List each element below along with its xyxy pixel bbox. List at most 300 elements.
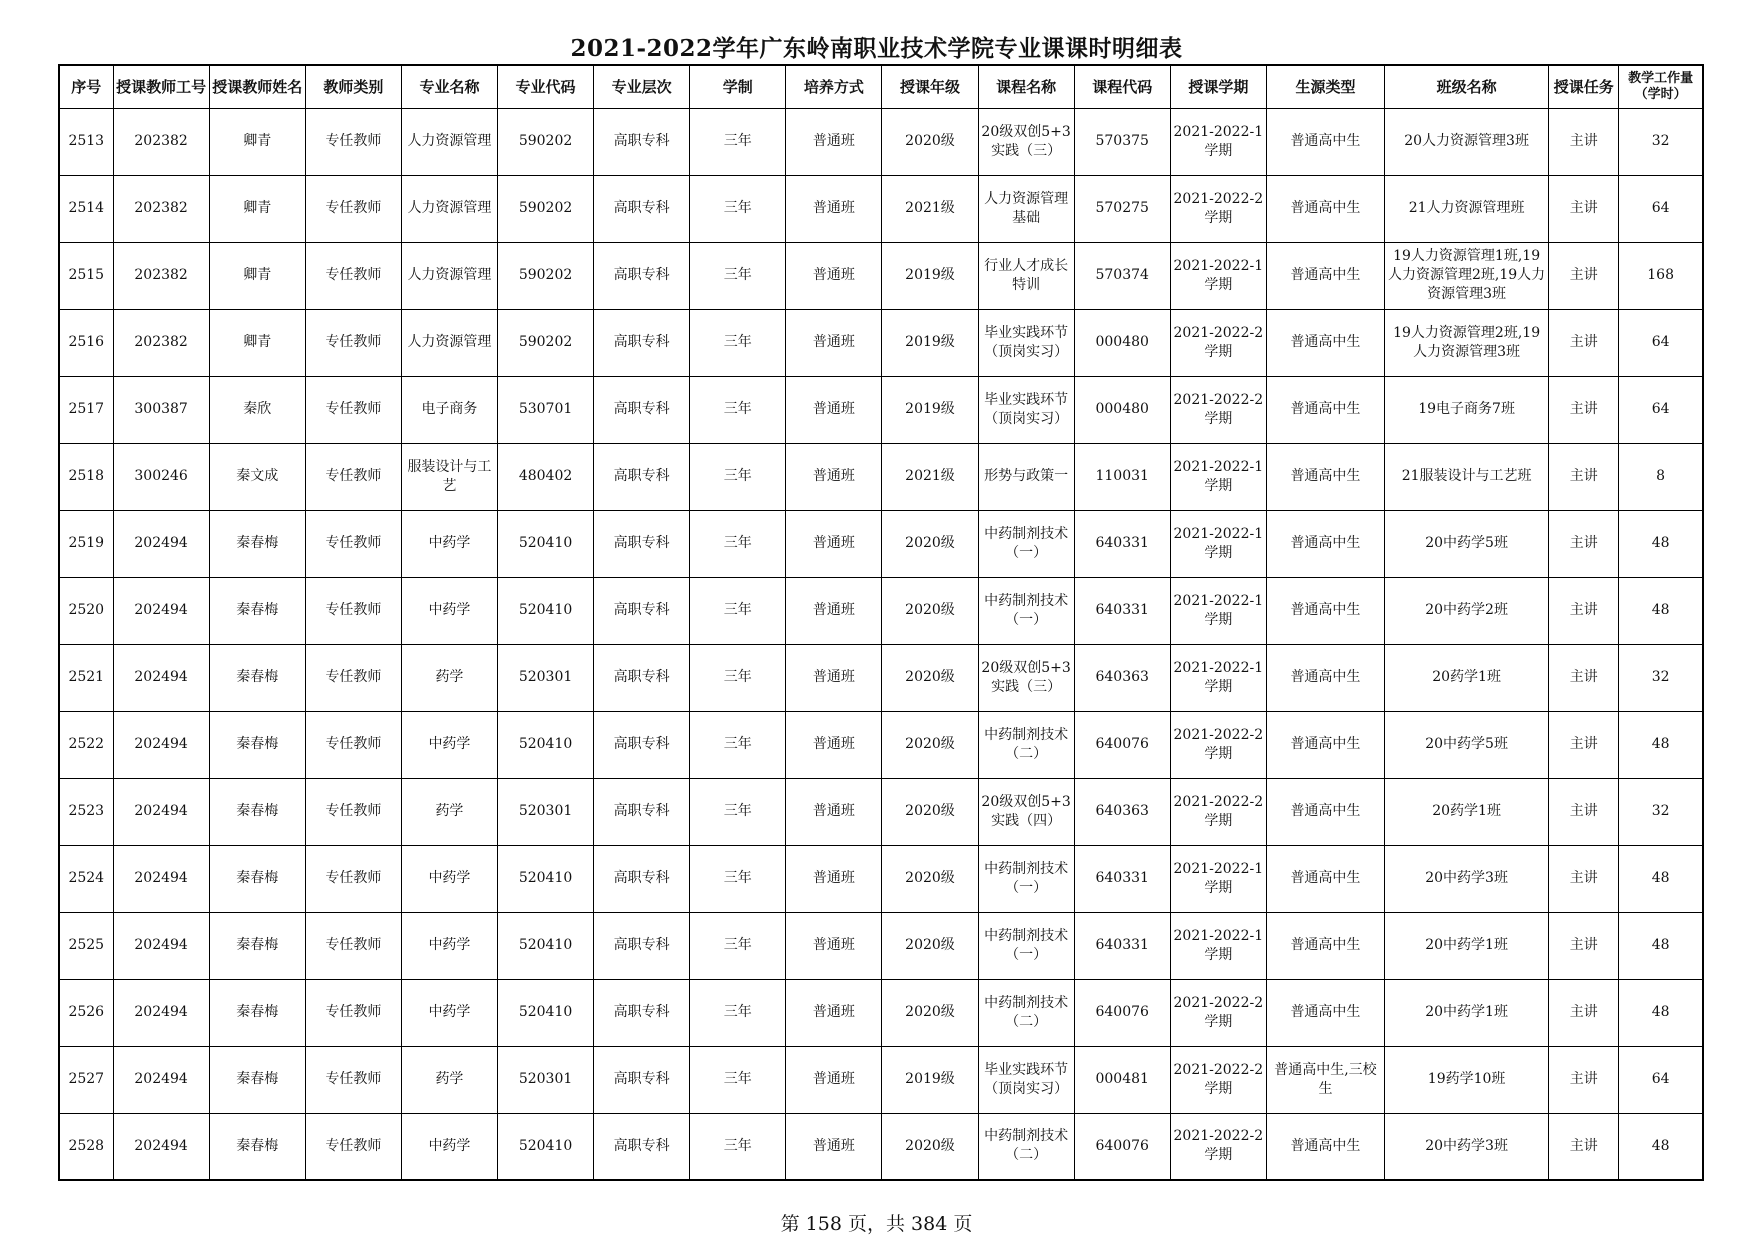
cell-major-level <box>594 510 690 577</box>
cell-text: 毕业实践环节（顶岗实习） <box>984 391 1069 427</box>
cell-text: 20级双创5+3实践（三） <box>981 659 1071 695</box>
cell-workload <box>1619 1113 1703 1180</box>
cell-text: 202382 <box>134 200 188 216</box>
cell-index <box>59 845 113 912</box>
cell-text: 20级双创5+3实践（四） <box>981 793 1071 829</box>
cell-class-name <box>1385 912 1549 979</box>
cell-text: 中药制剂技术（一） <box>984 592 1069 628</box>
cell-teacher-category <box>305 175 401 242</box>
cell-text: 520410 <box>518 870 573 886</box>
cell-grade <box>882 644 978 711</box>
cell-text: 普通班 <box>812 133 855 149</box>
cell-student-source <box>1266 108 1384 175</box>
cell-text: 普通班 <box>812 1004 855 1020</box>
cell-text: 形势与政策一 <box>984 468 1069 484</box>
cell-text: 秦春梅 <box>236 803 279 819</box>
cell-text: 640363 <box>1095 669 1149 685</box>
cell-index <box>59 443 113 510</box>
cell-text: 2021-2022-1学期 <box>1173 257 1264 293</box>
cell-class-name <box>1385 778 1549 845</box>
cell-text: 2021-2022-2学期 <box>1173 1061 1264 1097</box>
cell-teacher-category <box>305 242 401 309</box>
cell-training-mode <box>786 845 882 912</box>
cell-text: 卿青 <box>243 133 272 149</box>
cell-task <box>1549 510 1619 577</box>
cell-text: 高职专科 <box>613 870 670 886</box>
cell-text: 主讲 <box>1569 870 1598 886</box>
cell-course-code <box>1074 309 1170 376</box>
cell-student-source <box>1266 1046 1384 1113</box>
cell-text: 高职专科 <box>613 803 670 819</box>
cell-course-code <box>1074 845 1170 912</box>
cell-training-mode <box>786 778 882 845</box>
header-training-mode: 培养方式 <box>786 65 882 108</box>
cell-text: 2021-2022-1学期 <box>1173 860 1264 896</box>
cell-semester <box>1170 845 1266 912</box>
table-row <box>59 376 1703 443</box>
cell-task <box>1549 1113 1619 1180</box>
header-index: 序号 <box>59 65 113 108</box>
cell-teacher-name <box>209 711 305 778</box>
cell-text: 640076 <box>1095 1004 1149 1020</box>
cell-student-source <box>1266 242 1384 309</box>
cell-text: 2514 <box>68 200 105 216</box>
cell-text: 640331 <box>1095 937 1149 953</box>
header-major-level: 专业层次 <box>594 65 690 108</box>
cell-training-mode <box>786 443 882 510</box>
cell-task <box>1549 644 1619 711</box>
cell-teacher-id <box>113 108 209 175</box>
cell-text: 普通高中生 <box>1290 1137 1361 1154</box>
cell-text: 19电子商务7班 <box>1418 401 1515 417</box>
cell-text: 48 <box>1651 602 1670 618</box>
table-row <box>59 979 1703 1046</box>
cell-training-mode <box>786 376 882 443</box>
cell-text: 行业人才成长特训 <box>984 257 1069 293</box>
cell-index <box>59 309 113 376</box>
cell-text: 48 <box>1651 1004 1670 1020</box>
cell-text: 中药学 <box>428 535 471 551</box>
cell-training-mode <box>786 577 882 644</box>
cell-text: 高职专科 <box>613 401 670 417</box>
cell-text: 110031 <box>1095 468 1149 484</box>
cell-class-name <box>1385 979 1549 1046</box>
cell-text: 秦春梅 <box>236 937 279 953</box>
cell-course-name <box>978 577 1074 644</box>
cell-duration <box>690 443 786 510</box>
cell-teacher-id <box>113 979 209 1046</box>
header-class-name: 班级名称 <box>1385 65 1549 108</box>
cell-text: 590202 <box>518 133 573 149</box>
cell-teacher-id <box>113 175 209 242</box>
cell-major-code <box>498 376 594 443</box>
cell-teacher-name <box>209 644 305 711</box>
cell-major-name <box>401 711 497 778</box>
cell-text: 中药制剂技术（二） <box>984 726 1069 762</box>
cell-teacher-category <box>305 979 401 1046</box>
cell-text: 普通高中生 <box>1290 602 1361 618</box>
cell-text: 专任教师 <box>325 870 382 886</box>
table-row <box>59 175 1703 242</box>
cell-task <box>1549 309 1619 376</box>
cell-duration <box>690 309 786 376</box>
cell-text: 三年 <box>723 133 752 149</box>
cell-text: 高职专科 <box>613 133 670 149</box>
table-row <box>59 108 1703 175</box>
cell-text: 主讲 <box>1569 736 1598 752</box>
cell-teacher-id <box>113 845 209 912</box>
cell-major-level <box>594 376 690 443</box>
cell-course-name <box>978 175 1074 242</box>
cell-major-name <box>401 845 497 912</box>
cell-text: 48 <box>1651 736 1670 752</box>
cell-text: 三年 <box>723 870 752 886</box>
cell-grade <box>882 577 978 644</box>
cell-text: 2021级 <box>905 200 955 216</box>
cell-semester <box>1170 1113 1266 1180</box>
cell-text: 秦春梅 <box>236 602 279 618</box>
cell-teacher-category <box>305 376 401 443</box>
cell-text: 普通班 <box>812 602 855 618</box>
cell-grade <box>882 711 978 778</box>
cell-class-name <box>1385 644 1549 711</box>
cell-teacher-category <box>305 1113 401 1180</box>
table-row <box>59 443 1703 510</box>
table-row <box>59 778 1703 845</box>
cell-text: 高职专科 <box>613 468 670 484</box>
cell-text: 普通班 <box>812 468 855 484</box>
cell-text: 000481 <box>1095 1071 1149 1087</box>
cell-text: 卿青 <box>243 334 272 350</box>
cell-teacher-category <box>305 108 401 175</box>
cell-text: 520301 <box>518 803 573 819</box>
cell-text: 三年 <box>723 669 752 685</box>
cell-text: 普通班 <box>812 870 855 886</box>
cell-teacher-category <box>305 711 401 778</box>
cell-major-level <box>594 577 690 644</box>
cell-workload <box>1619 510 1703 577</box>
cell-major-code <box>498 845 594 912</box>
cell-text: 640076 <box>1095 736 1149 752</box>
header-course-code: 课程代码 <box>1074 65 1170 108</box>
cell-text: 三年 <box>723 468 752 484</box>
header-grade: 授课年级 <box>882 65 978 108</box>
cell-student-source <box>1266 577 1384 644</box>
cell-text: 640331 <box>1095 535 1149 551</box>
cell-text: 中药制剂技术（二） <box>984 1128 1069 1164</box>
cell-text: 专任教师 <box>325 1004 382 1020</box>
cell-text: 中药学 <box>428 602 471 618</box>
cell-major-name <box>401 1046 497 1113</box>
cell-training-mode <box>786 1113 882 1180</box>
cell-text: 普通高中生 <box>1290 736 1361 752</box>
cell-course-code <box>1074 778 1170 845</box>
cell-text: 2020级 <box>905 1137 955 1154</box>
cell-duration <box>690 376 786 443</box>
cell-teacher-category <box>305 577 401 644</box>
cell-text: 三年 <box>723 1137 752 1154</box>
cell-text: 中药学 <box>428 937 471 953</box>
cell-text: 520410 <box>518 736 573 752</box>
cell-class-name <box>1385 510 1549 577</box>
cell-text: 48 <box>1651 1137 1670 1154</box>
cell-text: 48 <box>1651 870 1670 886</box>
cell-text: 中药制剂技术（二） <box>984 994 1069 1030</box>
cell-teacher-name <box>209 309 305 376</box>
cell-workload <box>1619 845 1703 912</box>
cell-major-name <box>401 778 497 845</box>
cell-text: 普通高中生 <box>1290 535 1361 551</box>
cell-index <box>59 510 113 577</box>
cell-semester <box>1170 175 1266 242</box>
cell-teacher-id <box>113 711 209 778</box>
cell-text: 2524 <box>68 870 105 886</box>
cell-text: 主讲 <box>1569 937 1598 953</box>
cell-text: 三年 <box>723 1071 752 1087</box>
cell-text: 640331 <box>1095 870 1149 886</box>
cell-major-code <box>498 912 594 979</box>
cell-text: 普通班 <box>812 937 855 953</box>
cell-text: 药学 <box>435 669 464 685</box>
cell-semester <box>1170 912 1266 979</box>
cell-grade <box>882 778 978 845</box>
cell-workload <box>1619 979 1703 1046</box>
cell-index <box>59 778 113 845</box>
cell-teacher-name <box>209 1113 305 1180</box>
cell-course-code <box>1074 644 1170 711</box>
cell-text: 19人力资源管理1班,19人力资源管理2班,19人力资源管理3班 <box>1388 248 1546 302</box>
cell-grade <box>882 242 978 309</box>
cell-text: 普通班 <box>812 401 855 417</box>
cell-teacher-id <box>113 309 209 376</box>
cell-text: 2518 <box>68 468 105 484</box>
cell-text: 电子商务 <box>421 401 478 417</box>
cell-text: 202494 <box>134 736 188 752</box>
cell-teacher-name <box>209 912 305 979</box>
cell-text: 三年 <box>723 937 752 953</box>
cell-training-mode <box>786 309 882 376</box>
cell-major-level <box>594 175 690 242</box>
header-duration: 学制 <box>690 65 786 108</box>
cell-major-name <box>401 912 497 979</box>
cell-student-source <box>1266 778 1384 845</box>
cell-teacher-category <box>305 845 401 912</box>
cell-grade <box>882 912 978 979</box>
cell-text: 普通班 <box>812 803 855 819</box>
header-teacher-category: 教师类别 <box>305 65 401 108</box>
cell-text: 三年 <box>723 401 752 417</box>
cell-course-name <box>978 376 1074 443</box>
cell-major-level <box>594 1113 690 1180</box>
cell-course-code <box>1074 979 1170 1046</box>
cell-teacher-name <box>209 175 305 242</box>
cell-grade <box>882 979 978 1046</box>
cell-class-name <box>1385 443 1549 510</box>
cell-major-level <box>594 1046 690 1113</box>
header-workload: 教学工作量（学时） <box>1619 65 1703 108</box>
cell-text: 秦春梅 <box>236 535 279 551</box>
cell-text: 2020级 <box>905 736 955 752</box>
cell-text: 300246 <box>134 468 188 484</box>
cell-text: 300387 <box>134 401 188 417</box>
cell-text: 520301 <box>518 669 573 685</box>
cell-major-code <box>498 108 594 175</box>
cell-text: 202494 <box>134 669 188 685</box>
cell-text: 人力资源管理 <box>407 267 492 283</box>
cell-major-name <box>401 577 497 644</box>
cell-duration <box>690 778 786 845</box>
cell-text: 主讲 <box>1569 1071 1598 1087</box>
cell-text: 主讲 <box>1569 535 1598 551</box>
cell-text: 人力资源管理 <box>407 334 492 350</box>
cell-index <box>59 242 113 309</box>
cell-teacher-name <box>209 1046 305 1113</box>
cell-text: 2021-2022-2学期 <box>1173 190 1264 226</box>
cell-task <box>1549 242 1619 309</box>
cell-index <box>59 912 113 979</box>
cell-text: 2019级 <box>905 334 955 350</box>
cell-text: 2517 <box>68 401 105 417</box>
cell-workload <box>1619 108 1703 175</box>
cell-teacher-category <box>305 912 401 979</box>
cell-text: 32 <box>1651 803 1670 819</box>
cell-course-name <box>978 778 1074 845</box>
cell-task <box>1549 376 1619 443</box>
header-teacher-id: 授课教师工号 <box>113 65 209 108</box>
cell-text: 人力资源管理基础 <box>984 190 1069 226</box>
cell-text: 普通班 <box>812 736 855 752</box>
cell-text: 三年 <box>723 803 752 819</box>
header-course-name: 课程名称 <box>978 65 1074 108</box>
cell-text: 秦文成 <box>236 468 279 484</box>
cell-student-source <box>1266 510 1384 577</box>
cell-text: 普通高中生 <box>1290 401 1361 417</box>
cell-major-name <box>401 242 497 309</box>
cell-workload <box>1619 175 1703 242</box>
header-teacher-name: 授课教师姓名 <box>209 65 305 108</box>
cell-task <box>1549 108 1619 175</box>
cell-text: 2021-2022-2学期 <box>1173 1128 1264 1164</box>
cell-text: 2020级 <box>905 1004 955 1020</box>
cell-text: 普通高中生 <box>1290 1004 1361 1020</box>
cell-duration <box>690 108 786 175</box>
cell-index <box>59 1046 113 1113</box>
cell-grade <box>882 845 978 912</box>
cell-text: 普通高中生,三校生 <box>1274 1061 1377 1097</box>
page-title: 2021-2022学年广东岭南职业技术学院专业课课时明细表 <box>570 35 1183 62</box>
cell-major-code <box>498 242 594 309</box>
cell-text: 2019级 <box>905 1071 955 1087</box>
cell-course-name <box>978 979 1074 1046</box>
cell-class-name <box>1385 376 1549 443</box>
cell-text: 秦春梅 <box>236 1004 279 1020</box>
cell-text: 秦春梅 <box>236 669 279 685</box>
cell-text: 202494 <box>134 870 188 886</box>
cell-text: 168 <box>1647 267 1674 283</box>
cell-course-name <box>978 108 1074 175</box>
header-major-name: 专业名称 <box>401 65 497 108</box>
cell-text: 普通高中生 <box>1290 133 1361 149</box>
cell-class-name <box>1385 711 1549 778</box>
cell-text: 2020级 <box>905 535 955 551</box>
cell-text: 2513 <box>68 133 105 149</box>
cell-text: 20药学1班 <box>1432 803 1501 819</box>
cell-index <box>59 711 113 778</box>
cell-text: 主讲 <box>1569 669 1598 685</box>
cell-index <box>59 108 113 175</box>
cell-major-level <box>594 644 690 711</box>
cell-teacher-name <box>209 242 305 309</box>
cell-student-source <box>1266 1113 1384 1180</box>
cell-major-name <box>401 510 497 577</box>
cell-workload <box>1619 242 1703 309</box>
cell-text: 普通班 <box>812 1137 855 1154</box>
cell-major-name <box>401 309 497 376</box>
cell-course-name <box>978 912 1074 979</box>
cell-index <box>59 644 113 711</box>
cell-class-name <box>1385 577 1549 644</box>
cell-text: 专任教师 <box>325 535 382 551</box>
cell-workload <box>1619 711 1703 778</box>
cell-text: 高职专科 <box>613 937 670 953</box>
cell-workload <box>1619 309 1703 376</box>
cell-teacher-id <box>113 1113 209 1180</box>
cell-major-code <box>498 510 594 577</box>
cell-text: 2021-2022-2学期 <box>1173 726 1264 762</box>
table-row <box>59 510 1703 577</box>
cell-duration <box>690 711 786 778</box>
cell-text: 21服装设计与工艺班 <box>1401 468 1532 484</box>
cell-text: 2515 <box>68 267 105 283</box>
cell-text: 主讲 <box>1569 401 1598 417</box>
cell-training-mode <box>786 912 882 979</box>
cell-text: 64 <box>1651 401 1670 417</box>
table-row <box>59 242 1703 309</box>
cell-duration <box>690 912 786 979</box>
cell-student-source <box>1266 309 1384 376</box>
cell-semester <box>1170 711 1266 778</box>
cell-course-name <box>978 443 1074 510</box>
cell-grade <box>882 376 978 443</box>
cell-task <box>1549 778 1619 845</box>
cell-text: 三年 <box>723 602 752 618</box>
cell-major-code <box>498 1046 594 1113</box>
cell-text: 专任教师 <box>325 200 382 216</box>
cell-duration <box>690 1113 786 1180</box>
cell-text: 秦春梅 <box>236 736 279 752</box>
cell-text: 中药学 <box>428 1004 471 1020</box>
cell-teacher-name <box>209 979 305 1046</box>
cell-class-name <box>1385 175 1549 242</box>
cell-teacher-category <box>305 510 401 577</box>
table-row <box>59 711 1703 778</box>
cell-duration <box>690 242 786 309</box>
cell-training-mode <box>786 108 882 175</box>
cell-workload <box>1619 912 1703 979</box>
cell-text: 2019级 <box>905 267 955 283</box>
table-row <box>59 912 1703 979</box>
cell-text: 专任教师 <box>325 937 382 953</box>
header-task: 授课任务 <box>1549 65 1619 108</box>
cell-text: 高职专科 <box>613 1004 670 1020</box>
cell-text: 2520 <box>68 602 105 618</box>
cell-text: 20中药学3班 <box>1425 870 1508 886</box>
cell-teacher-name <box>209 510 305 577</box>
cell-text: 590202 <box>518 200 573 216</box>
cell-text: 卿青 <box>243 200 272 216</box>
cell-text: 21人力资源管理班 <box>1408 200 1525 216</box>
table-row <box>59 577 1703 644</box>
